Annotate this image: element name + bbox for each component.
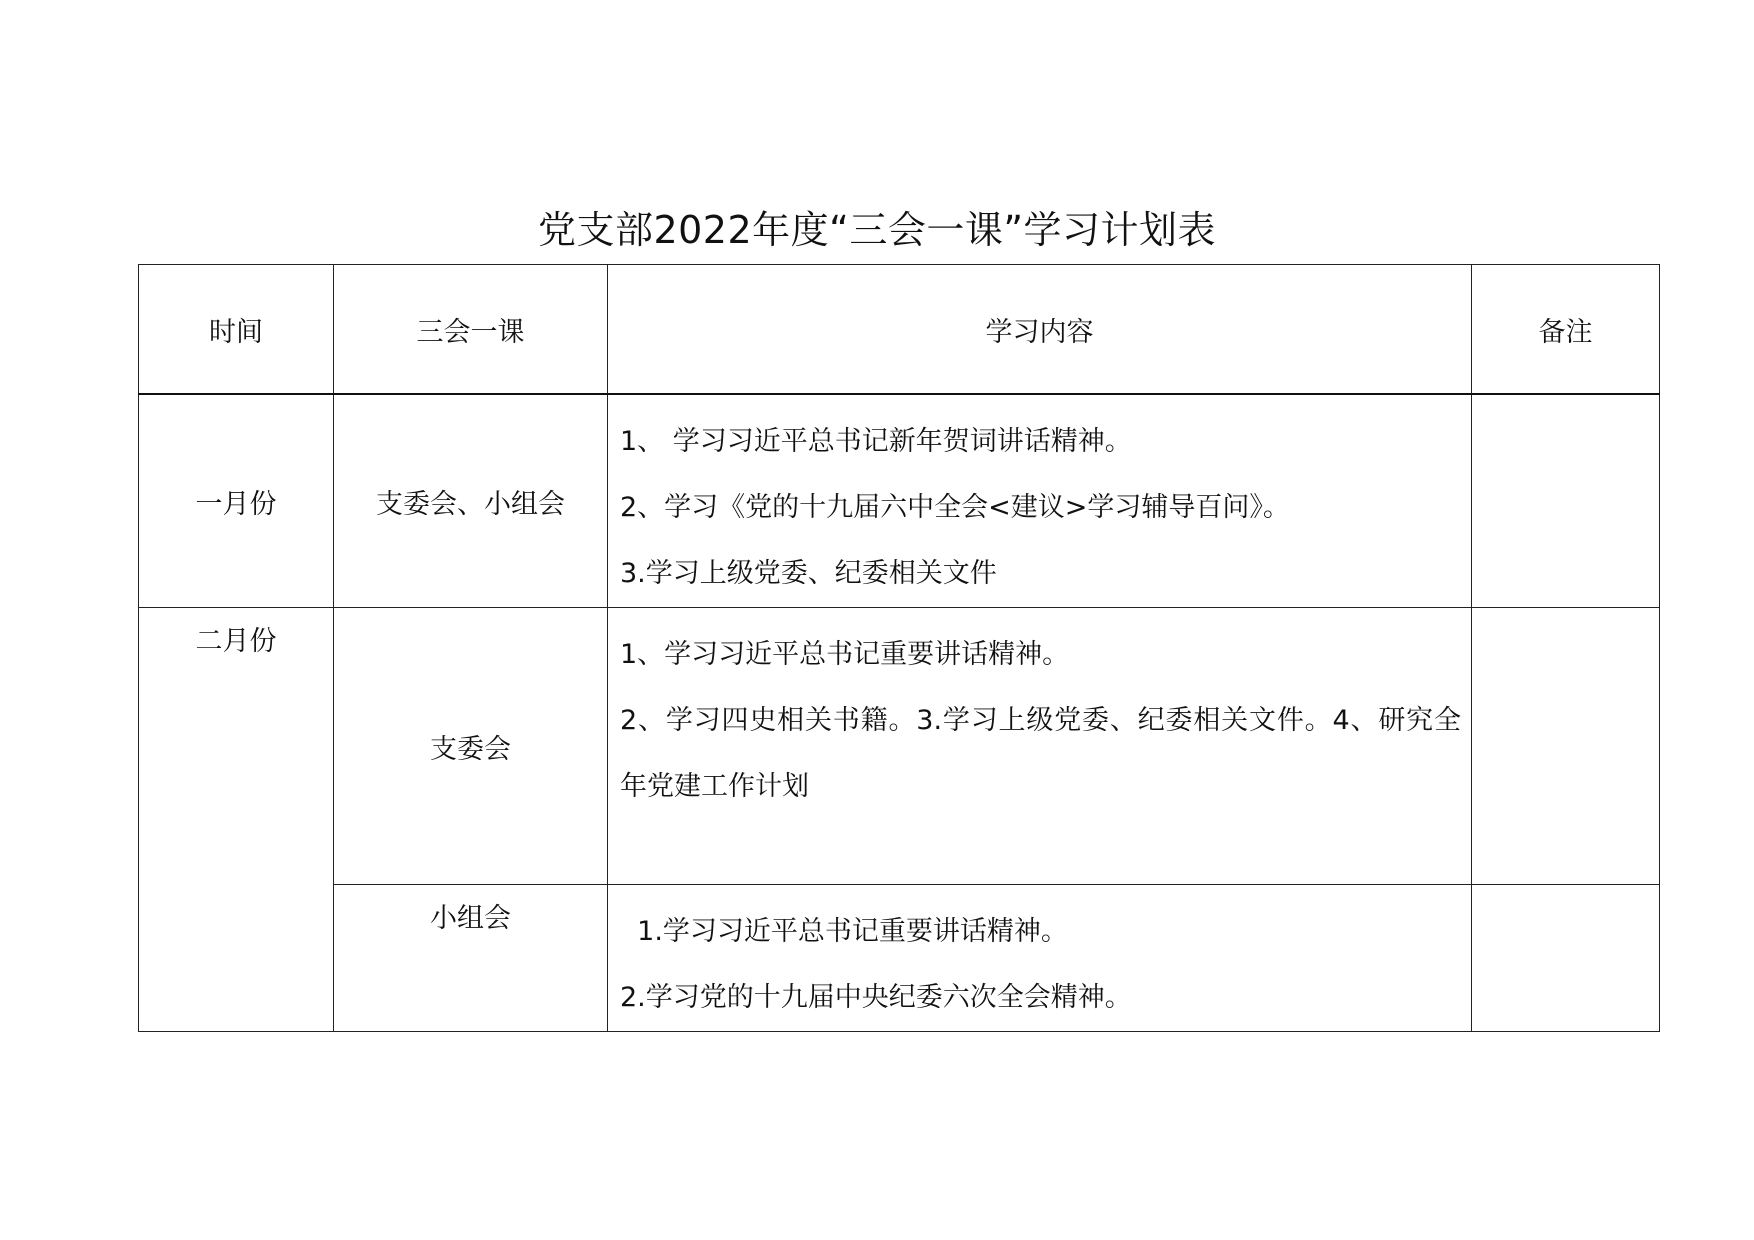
content-item: 2、学习《党的十九届六中全会<建议>学习辅导百问》。 (620, 492, 1290, 523)
content-item: 2.学习党的十九届中央纪委六次全会精神。 (620, 982, 1132, 1013)
header-note: 备注 (1472, 265, 1660, 395)
month-label: 二月份 (195, 626, 277, 657)
page-title: 党支部2022年度“三会一课”学习计划表 (537, 208, 1217, 252)
header-type: 三会一课 (334, 265, 608, 395)
meeting-type-cell: 支委会、小组会 (334, 394, 608, 608)
month-cell: 一月份 (139, 394, 334, 608)
table-row (139, 608, 1660, 885)
table-row (139, 394, 1660, 608)
header-time: 时间 (139, 265, 334, 395)
content-item: 1、学习习近平总书记重要讲话精神。 (620, 639, 1070, 670)
meeting-type-label: 小组会 (430, 903, 511, 934)
month-cell (139, 608, 334, 1032)
content-item: 1、 学习习近平总书记新年贺词讲话精神。 (620, 426, 1132, 457)
table-header-row (139, 265, 1660, 395)
meeting-type-cell: 支委会 (334, 608, 608, 885)
content-cell (608, 394, 1472, 608)
note-cell (1472, 885, 1660, 1032)
study-plan-table (138, 264, 1660, 1032)
content-cell (608, 608, 1472, 885)
table-row (139, 885, 1660, 1032)
content-item: 1.学习习近平总书记重要讲话精神。 (620, 916, 1068, 947)
note-cell (1472, 394, 1660, 608)
meeting-type-cell (334, 885, 608, 1032)
note-cell (1472, 608, 1660, 885)
content-item: 2、学习四史相关书籍。3.学习上级党委、纪委相关文件。4、研究全年党建工作计划 (620, 705, 1461, 802)
header-content: 学习内容 (608, 265, 1472, 395)
content-cell (608, 885, 1472, 1032)
content-item: 3.学习上级党委、纪委相关文件 (620, 558, 997, 589)
